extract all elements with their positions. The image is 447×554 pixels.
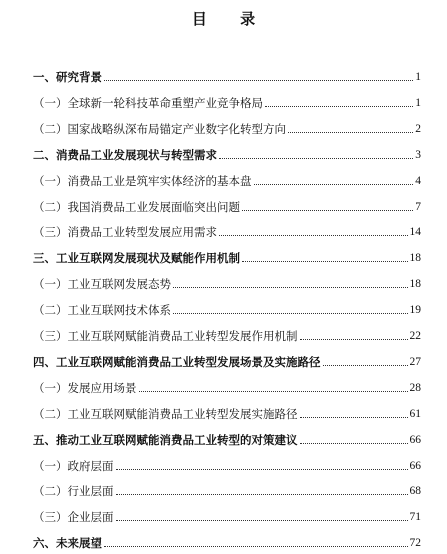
toc-page-number: 61: [409, 407, 421, 420]
dot-leader: [104, 545, 408, 547]
dot-leader: [219, 157, 413, 159]
toc-entry-label: 四、工业互联网赋能消费品工业转型发展场景及实施路径: [33, 354, 321, 369]
toc-page-number: 22: [409, 330, 421, 342]
toc-entry-label: （一）消费品工业是筑牢实体经济的基本盘: [33, 173, 252, 188]
dot-leader: [300, 442, 408, 444]
toc-page-number: 68: [409, 485, 421, 498]
toc-entry-label: （二）国家战略纵深布局锚定产业数字化转型方向: [33, 121, 286, 136]
toc-page-number: 14: [409, 226, 421, 239]
toc-entry-label: （一）发展应用场景: [33, 380, 137, 395]
toc-section-entry[interactable]: [33, 198, 421, 216]
toc-page-number: 71: [409, 511, 421, 524]
toc-section-entry[interactable]: [33, 482, 421, 500]
dot-leader: [139, 390, 408, 392]
toc-page-number: 1: [415, 96, 421, 109]
toc-page-number: 66: [409, 433, 421, 446]
toc-entry-label: 五、推动工业互联网赋能消费品工业转型的对策建议: [33, 432, 298, 447]
toc-section-entry[interactable]: [33, 301, 421, 319]
toc-section-entry[interactable]: [33, 120, 421, 138]
toc-page-number: 18: [409, 278, 421, 291]
toc-entry-label: 二、消费品工业发展现状与转型需求: [33, 147, 217, 162]
dot-leader: [173, 286, 408, 288]
dot-leader: [242, 209, 413, 211]
toc-section-entry[interactable]: [33, 379, 421, 397]
toc-entry-label: （三）消费品工业转型发展应用需求: [33, 225, 217, 240]
dot-leader: [116, 519, 408, 521]
toc-section-entry[interactable]: [33, 275, 421, 293]
toc-page-number: 28: [409, 381, 421, 394]
toc-title: 目 录: [191, 10, 270, 28]
dot-leader: [323, 364, 408, 366]
dot-leader: [265, 105, 413, 107]
toc-page-number: 66: [409, 459, 421, 472]
toc-entry-label: （二）行业层面: [33, 484, 114, 499]
toc-entry-label: 一、研究背景: [33, 70, 102, 84]
dot-leader: [254, 183, 414, 185]
toc-entry-label: 三、工业互联网发展现状及赋能作用机制: [33, 251, 240, 266]
toc-entry-label: （一）政府层面: [33, 458, 114, 473]
toc-chapter-entry[interactable]: [33, 68, 421, 86]
toc-page-number: 1: [415, 71, 421, 83]
toc-page-number: 19: [409, 304, 421, 317]
toc-chapter-entry[interactable]: [33, 431, 421, 449]
dot-leader: [104, 79, 413, 81]
dot-leader: [300, 338, 408, 340]
toc-entry-label: （二）工业互联网赋能消费品工业转型发展实施路径: [33, 406, 298, 421]
dot-leader: [242, 260, 408, 262]
toc-entry-label: 六、未来展望: [33, 536, 102, 551]
toc-page-number: 27: [409, 355, 421, 368]
toc-section-entry[interactable]: [33, 327, 421, 345]
toc-chapter-entry[interactable]: [33, 353, 421, 371]
dot-leader: [219, 234, 408, 236]
toc-entry-label: （三）工业互联网赋能消费品工业转型发展作用机制: [33, 329, 298, 343]
toc-entry-label: （二）工业互联网技术体系: [33, 303, 171, 318]
toc-entry-label: （二）我国消费品工业发展面临突出问题: [33, 199, 240, 214]
toc-section-entry[interactable]: [33, 94, 421, 112]
dot-leader: [116, 493, 408, 495]
toc-entry-label: （一）工业互联网发展态势: [33, 277, 171, 292]
toc-chapter-entry[interactable]: [33, 249, 421, 267]
toc-section-entry[interactable]: [33, 223, 421, 241]
toc-entry-label: （一）全球新一轮科技革命重塑产业竞争格局: [33, 95, 263, 110]
dot-leader: [116, 468, 408, 470]
toc-section-entry[interactable]: [33, 172, 421, 190]
dot-leader: [288, 131, 413, 133]
dot-leader: [173, 312, 408, 314]
toc-chapter-entry[interactable]: [33, 534, 421, 552]
toc-page-number: 2: [415, 122, 421, 135]
toc-section-entry[interactable]: [33, 457, 421, 475]
toc-page-number: 7: [415, 200, 421, 213]
toc-chapter-entry[interactable]: [33, 146, 421, 164]
toc-page-number: 72: [409, 537, 421, 550]
toc-section-entry[interactable]: [33, 405, 421, 423]
toc-section-entry[interactable]: [33, 508, 421, 526]
toc-entry-label: （三）企业层面: [33, 510, 114, 525]
dot-leader: [300, 416, 408, 418]
toc-page-number: 18: [409, 252, 421, 265]
toc-page-number: 3: [415, 148, 421, 161]
toc-page-number: 4: [415, 174, 421, 187]
